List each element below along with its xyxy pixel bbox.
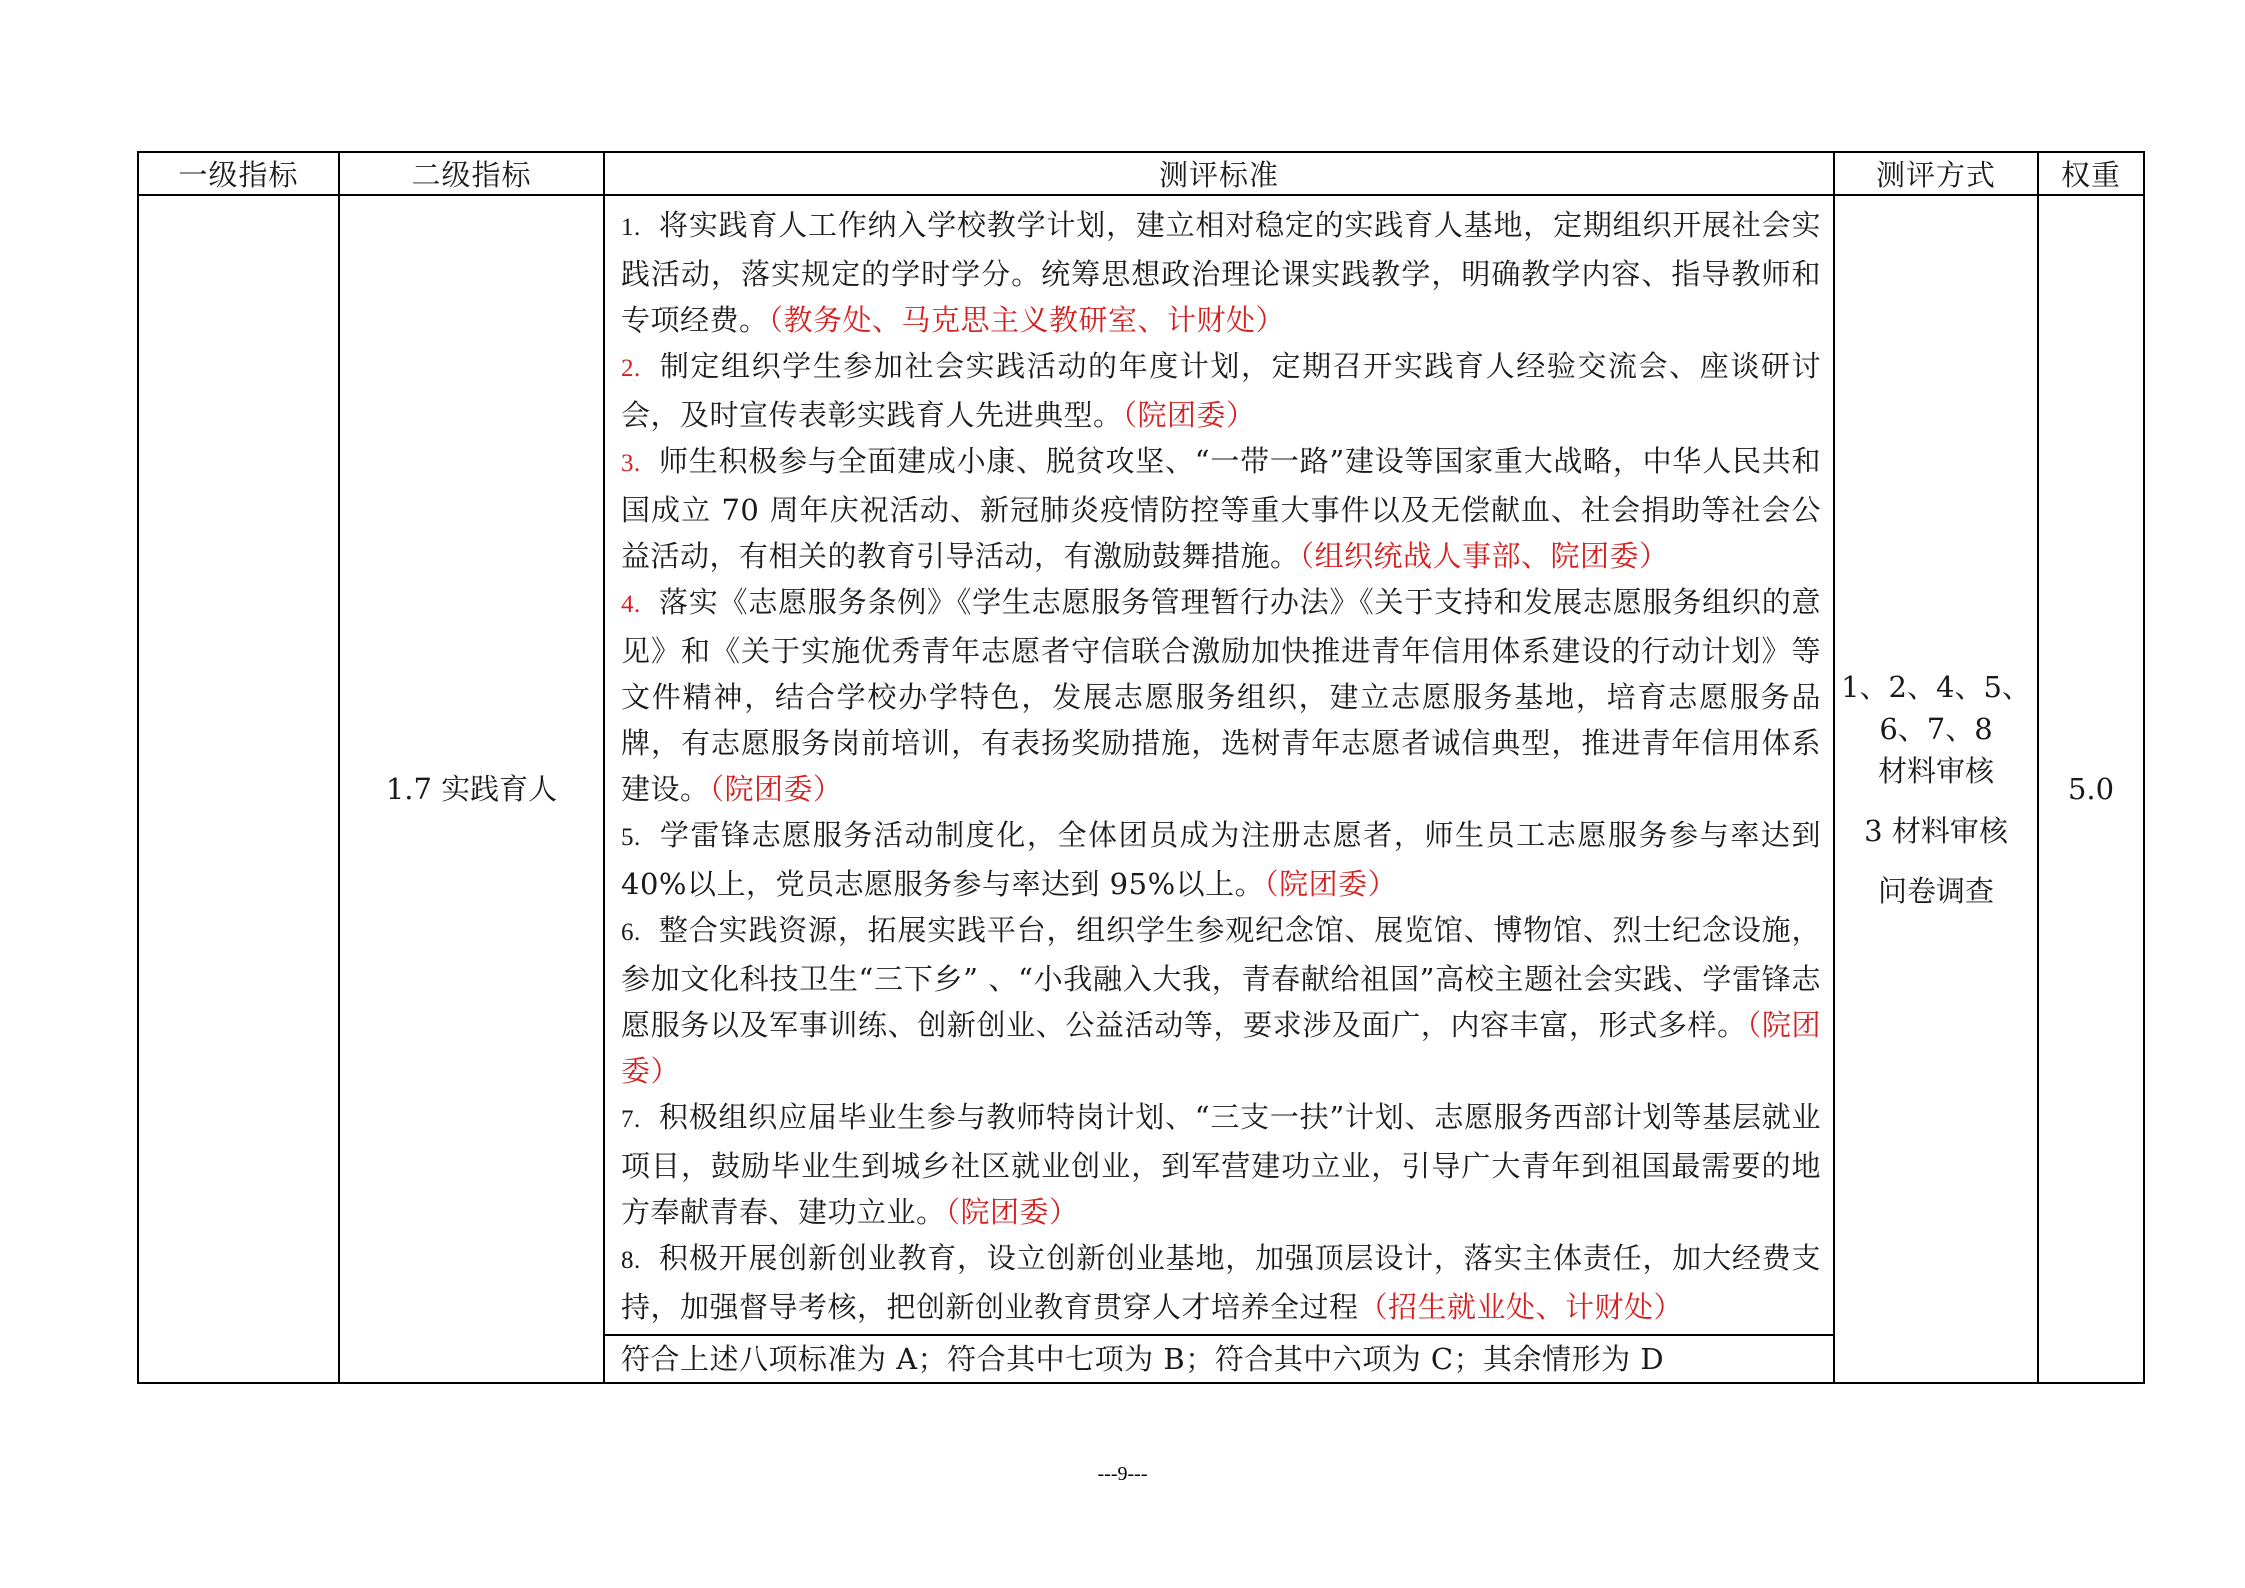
- criteria-item-text: 积极组织应届毕业生参与教师特岗计划、“三支一扶”计划、志愿服务西部计划等基层就业项目，鼓励毕业生到城乡社区就业创业，到军营建功立业，引导广大青年到祖国最需要的地方奉献青春、建功立业。: [621, 1100, 1821, 1229]
- criteria-item: [621, 438, 1821, 579]
- criteria-item-text: 整合实践资源，拓展实践平台，组织学生参观纪念馆、展览馆、博物馆、烈士纪念设施，参加文化科技卫生“三下乡” 、“小我融入大我，青春献给祖国”高校主题社会实践、学雷锋志愿服务以及军事训练、创新创业、公益活动等，要求涉及面广，内容丰富，形式多样。: [621, 913, 1821, 1042]
- page-number: ---9---: [1097, 1463, 1148, 1485]
- method-item3-review: 3 材料审核: [1864, 814, 2008, 848]
- criteria-item: [621, 1235, 1821, 1330]
- responsible-department: （院团委）: [1264, 867, 1398, 901]
- table-row: [138, 195, 2144, 1383]
- weight-cell: 5.0: [2038, 195, 2144, 1383]
- criteria-item: [621, 907, 1821, 1094]
- criteria-item-text: 将实践育人工作纳入学校教学计划，建立相对稳定的实践育人基地，定期组织开展社会实践活动，落实规定的学时学分。统筹思想政治理论课实践教学，明确教学内容、指导教师和专项经费。: [621, 208, 1821, 337]
- method-review-label: 材料审核: [1877, 754, 1994, 788]
- responsible-department: （院团委）: [945, 1195, 1079, 1229]
- criteria-item-number: 4.: [621, 591, 641, 618]
- responsible-department: （院团委）: [1122, 398, 1256, 432]
- header-level2-indicator: 二级指标: [339, 152, 604, 195]
- criteria-item-text: 积极开展创新创业教育，设立创新创业基地，加强顶层设计，落实主体责任，加大经费支持，加强督导考核，把创新创业教育贯穿人才培养全过程: [621, 1241, 1821, 1324]
- header-weight: 权重: [2038, 152, 2144, 195]
- criteria-item-text: 制定组织学生参加社会实践活动的年度计划，定期召开实践育人经验交流会、座谈研讨会，及时宣传表彰实践育人先进典型。: [621, 349, 1821, 432]
- criteria-item-number: 8.: [621, 1247, 641, 1274]
- responsible-department: （院团委）: [621, 1008, 1821, 1088]
- header-criteria: 测评标准: [604, 152, 1834, 195]
- criteria-item-text: 落实《志愿服务条例》《学生志愿服务管理暂行办法》《关于支持和发展志愿服务组织的意见》和《关于实施优秀青年志愿者守信联合激励加快推进青年信用体系建设的行动计划》等文件精神，结合学校办学特色，发展志愿服务组织，建立志愿服务基地，培育志愿服务品牌，有志愿服务岗前培训，有表扬奖励措施，选树青年志愿者诚信典型，推进青年信用体系建设。: [621, 585, 1821, 806]
- criteria-item-number: 7.: [621, 1106, 641, 1133]
- method-survey-label: 问卷调查: [1877, 874, 1994, 908]
- responsible-department: （组织统战人事部、院团委）: [1299, 539, 1669, 573]
- responsible-department: （院团委）: [709, 772, 843, 806]
- method-items-line2: 6、7、8: [1879, 712, 1993, 746]
- criteria-item: [621, 579, 1821, 812]
- method-items-line1: 1、2、4、5、: [1841, 670, 2031, 704]
- method-block: [1835, 666, 2037, 912]
- responsible-department: （教务处、马克思主义教研室、计财处）: [768, 303, 1286, 337]
- criteria-item-text: 学雷锋志愿服务活动制度化，全体团员成为注册志愿者，师生员工志愿服务参与率达到 40%以上，党员志愿服务参与率达到 95%以上。: [621, 818, 1821, 901]
- criteria-list: [605, 196, 1833, 1334]
- method-cell: [1834, 195, 2038, 1383]
- evaluation-table: [137, 151, 2145, 1384]
- criteria-item: [621, 812, 1821, 907]
- criteria-item: [621, 343, 1821, 438]
- criteria-item-number: 2.: [621, 355, 641, 382]
- level2-cell: 1.7 实践育人: [339, 195, 604, 1383]
- table-header-row: [138, 152, 2144, 195]
- criteria-item: [621, 1094, 1821, 1235]
- grading-summary: 符合上述八项标准为 A；符合其中七项为 B；符合其中六项为 C；其余情形为 D: [605, 1334, 1833, 1382]
- criteria-item-text: 师生积极参与全面建成小康、脱贫攻坚、“一带一路”建设等国家重大战略，中华人民共和国成立 70 周年庆祝活动、新冠肺炎疫情防控等重大事件以及无偿献血、社会捐助等社会公益活动，有相关的教育引导活动，有激励鼓舞措施。: [621, 444, 1821, 573]
- header-level1-indicator: 一级指标: [138, 152, 339, 195]
- header-method: 测评方式: [1834, 152, 2038, 195]
- criteria-item-number: 6.: [621, 919, 641, 946]
- criteria-item: [621, 202, 1821, 343]
- criteria-cell: [604, 195, 1834, 1383]
- criteria-item-number: 3.: [621, 450, 641, 477]
- level1-cell: [138, 195, 339, 1383]
- criteria-item-number: 1.: [621, 214, 641, 241]
- criteria-item-number: 5.: [621, 824, 641, 851]
- responsible-department: （招生就业处、计财处）: [1358, 1290, 1684, 1324]
